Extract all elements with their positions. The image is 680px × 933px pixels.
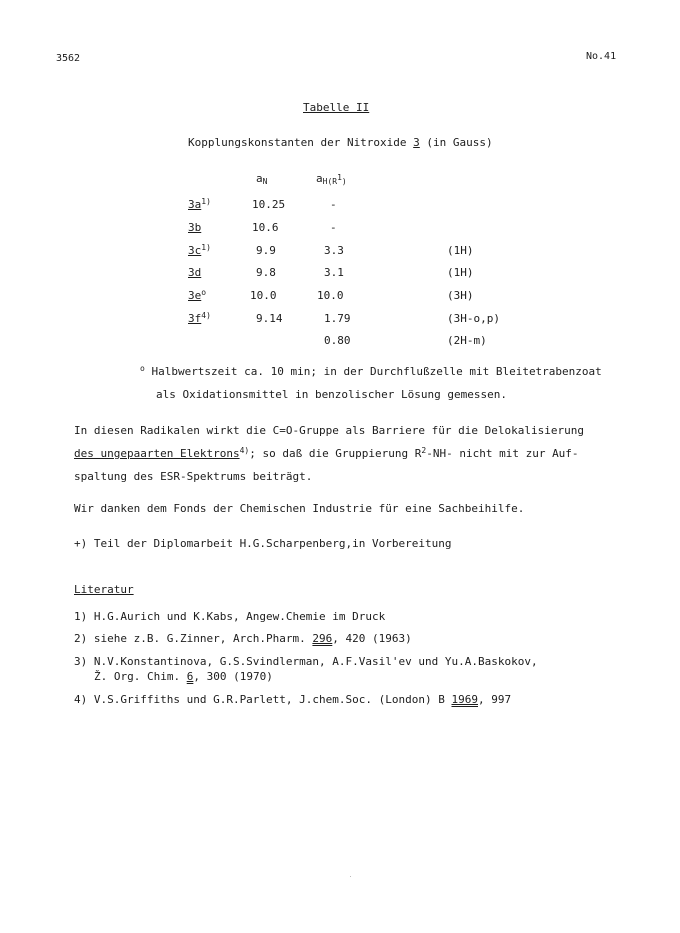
- column-header-aH-sub: [322, 173, 347, 186]
- compound-footnote-mark: 4): [201, 311, 211, 320]
- compound-cell: [188, 266, 201, 279]
- aN-cell: 10.6: [252, 221, 279, 234]
- acknowledgment: Wir danken dem Fonds der Chemischen Industrie für eine Sachbeihilfe.: [74, 502, 525, 515]
- aN-cell: 10.0: [250, 289, 277, 302]
- reference-4-text-b: , 997: [478, 693, 512, 706]
- aH-cell: 3.1: [324, 266, 344, 279]
- compound-footnote-mark: 1): [201, 243, 211, 252]
- reference-4-text-a: 4) V.S.Griffiths und G.R.Parlett, J.chem.Soc. (London) B: [74, 693, 452, 706]
- column-header-aH-sup: 1: [337, 173, 342, 182]
- footnote-line-2: als Oxidationsmittel in benzolischer Lösung gemessen.: [156, 388, 507, 401]
- caption-text: Kopplungskonstanten der Nitroxide: [188, 136, 414, 149]
- assignment-cell: (1H): [447, 244, 474, 257]
- aN-cell: 9.8: [256, 266, 276, 279]
- aN-cell: 9.9: [256, 244, 276, 257]
- paragraph-1-line-3: spaltung des ESR-Spektrums beiträgt.: [74, 470, 313, 483]
- aH-cell: 10.0: [317, 289, 344, 302]
- compound-cell: [188, 244, 211, 257]
- column-header-aN-base: a: [256, 172, 263, 185]
- reference-3-volume: 6: [186, 670, 194, 683]
- paragraph-1-line-2: [74, 447, 579, 460]
- aH-cell: 0.80: [324, 334, 351, 347]
- aH-cell: -: [330, 198, 337, 211]
- literature-heading: [74, 583, 134, 596]
- compound-cell: [188, 312, 211, 325]
- compound-cell: [188, 198, 211, 211]
- paragraph-1-text-c: -NH- nicht mit zur Auf-: [426, 447, 579, 460]
- footnote-line-1: Halbwertszeit ca. 10 min; in der Durchflußzelle mit Bleitetrabenzoat: [151, 365, 602, 378]
- compound-label: 3f: [188, 312, 202, 325]
- superscript-2: 2: [421, 446, 427, 455]
- thesis-note: +) Teil der Diplomarbeit H.G.Scharpenberg,in Vorbereitung: [74, 537, 452, 550]
- caption-compound: 3: [413, 136, 420, 149]
- compound-label: 3a: [188, 198, 202, 211]
- literature-heading-text: Literatur: [74, 583, 134, 596]
- reference-4: [74, 693, 511, 706]
- scan-speck: [350, 876, 351, 877]
- reference-mark: 4): [239, 446, 250, 455]
- table-title-text: Tabelle II: [303, 101, 370, 114]
- reference-3-text-a: Ž. Org. Chim.: [94, 670, 187, 683]
- column-header-aN: [256, 172, 267, 185]
- column-header-aN-sub: N: [262, 177, 268, 186]
- compound-footnote-mark: 1): [201, 197, 211, 206]
- page-number: 3562: [56, 53, 81, 64]
- reference-2: [74, 632, 412, 645]
- reference-4-year: 1969: [451, 693, 478, 706]
- aH-cell: 3.3: [324, 244, 344, 257]
- reference-2-volume: 296: [312, 632, 333, 645]
- compound-cell: [188, 221, 201, 234]
- column-header-aH-sub-text: H(R: [322, 177, 338, 186]
- reference-3-text-b: , 300 (1970): [193, 670, 273, 683]
- column-header-aH-close: ): [341, 177, 347, 186]
- journal-issue: No.41: [586, 51, 617, 62]
- table-caption: [188, 136, 493, 149]
- paragraph-1-line-1: In diesen Radikalen wirkt die C=O-Gruppe als Barriere für die Delokalisierung: [74, 424, 584, 437]
- underlined-phrase: des ungepaarten Elektrons: [74, 447, 240, 460]
- column-header-aH: [316, 172, 347, 185]
- compound-label: 3e: [188, 289, 202, 302]
- compound-cell: [188, 289, 206, 302]
- assignment-cell: (1H): [447, 266, 474, 279]
- table-title: [303, 101, 369, 114]
- aN-cell: 9.14: [256, 312, 283, 325]
- compound-label: 3d: [188, 266, 202, 279]
- reference-3-line-2: [94, 670, 273, 683]
- assignment-cell: (3H): [447, 289, 474, 302]
- reference-3-line-1: 3) N.V.Konstantinova, G.S.Svindlerman, A.F.Vasil'ev und Yu.A.Baskokov,: [74, 655, 538, 668]
- aH-cell: -: [330, 221, 337, 234]
- aH-cell: 1.79: [324, 312, 351, 325]
- table-footnote: [140, 365, 602, 378]
- reference-2-text-b: , 420 (1963): [332, 632, 412, 645]
- assignment-cell: (3H-o,p): [447, 312, 500, 325]
- caption-unit: (in Gauss): [419, 136, 493, 149]
- compound-label: 3c: [188, 244, 202, 257]
- assignment-cell: (2H-m): [447, 334, 487, 347]
- reference-2-text-a: 2) siehe z.B. G.Zinner, Arch.Pharm.: [74, 632, 313, 645]
- footnote-mark: o: [140, 364, 145, 373]
- paragraph-1-text-b: ; so daß die Gruppierung R: [249, 447, 422, 460]
- aN-cell: 10.25: [252, 198, 286, 211]
- compound-footnote-mark: o: [201, 288, 207, 297]
- compound-label: 3b: [188, 221, 202, 234]
- column-header-aH-base: a: [316, 172, 323, 185]
- reference-1: 1) H.G.Aurich und K.Kabs, Angew.Chemie im Druck: [74, 610, 386, 623]
